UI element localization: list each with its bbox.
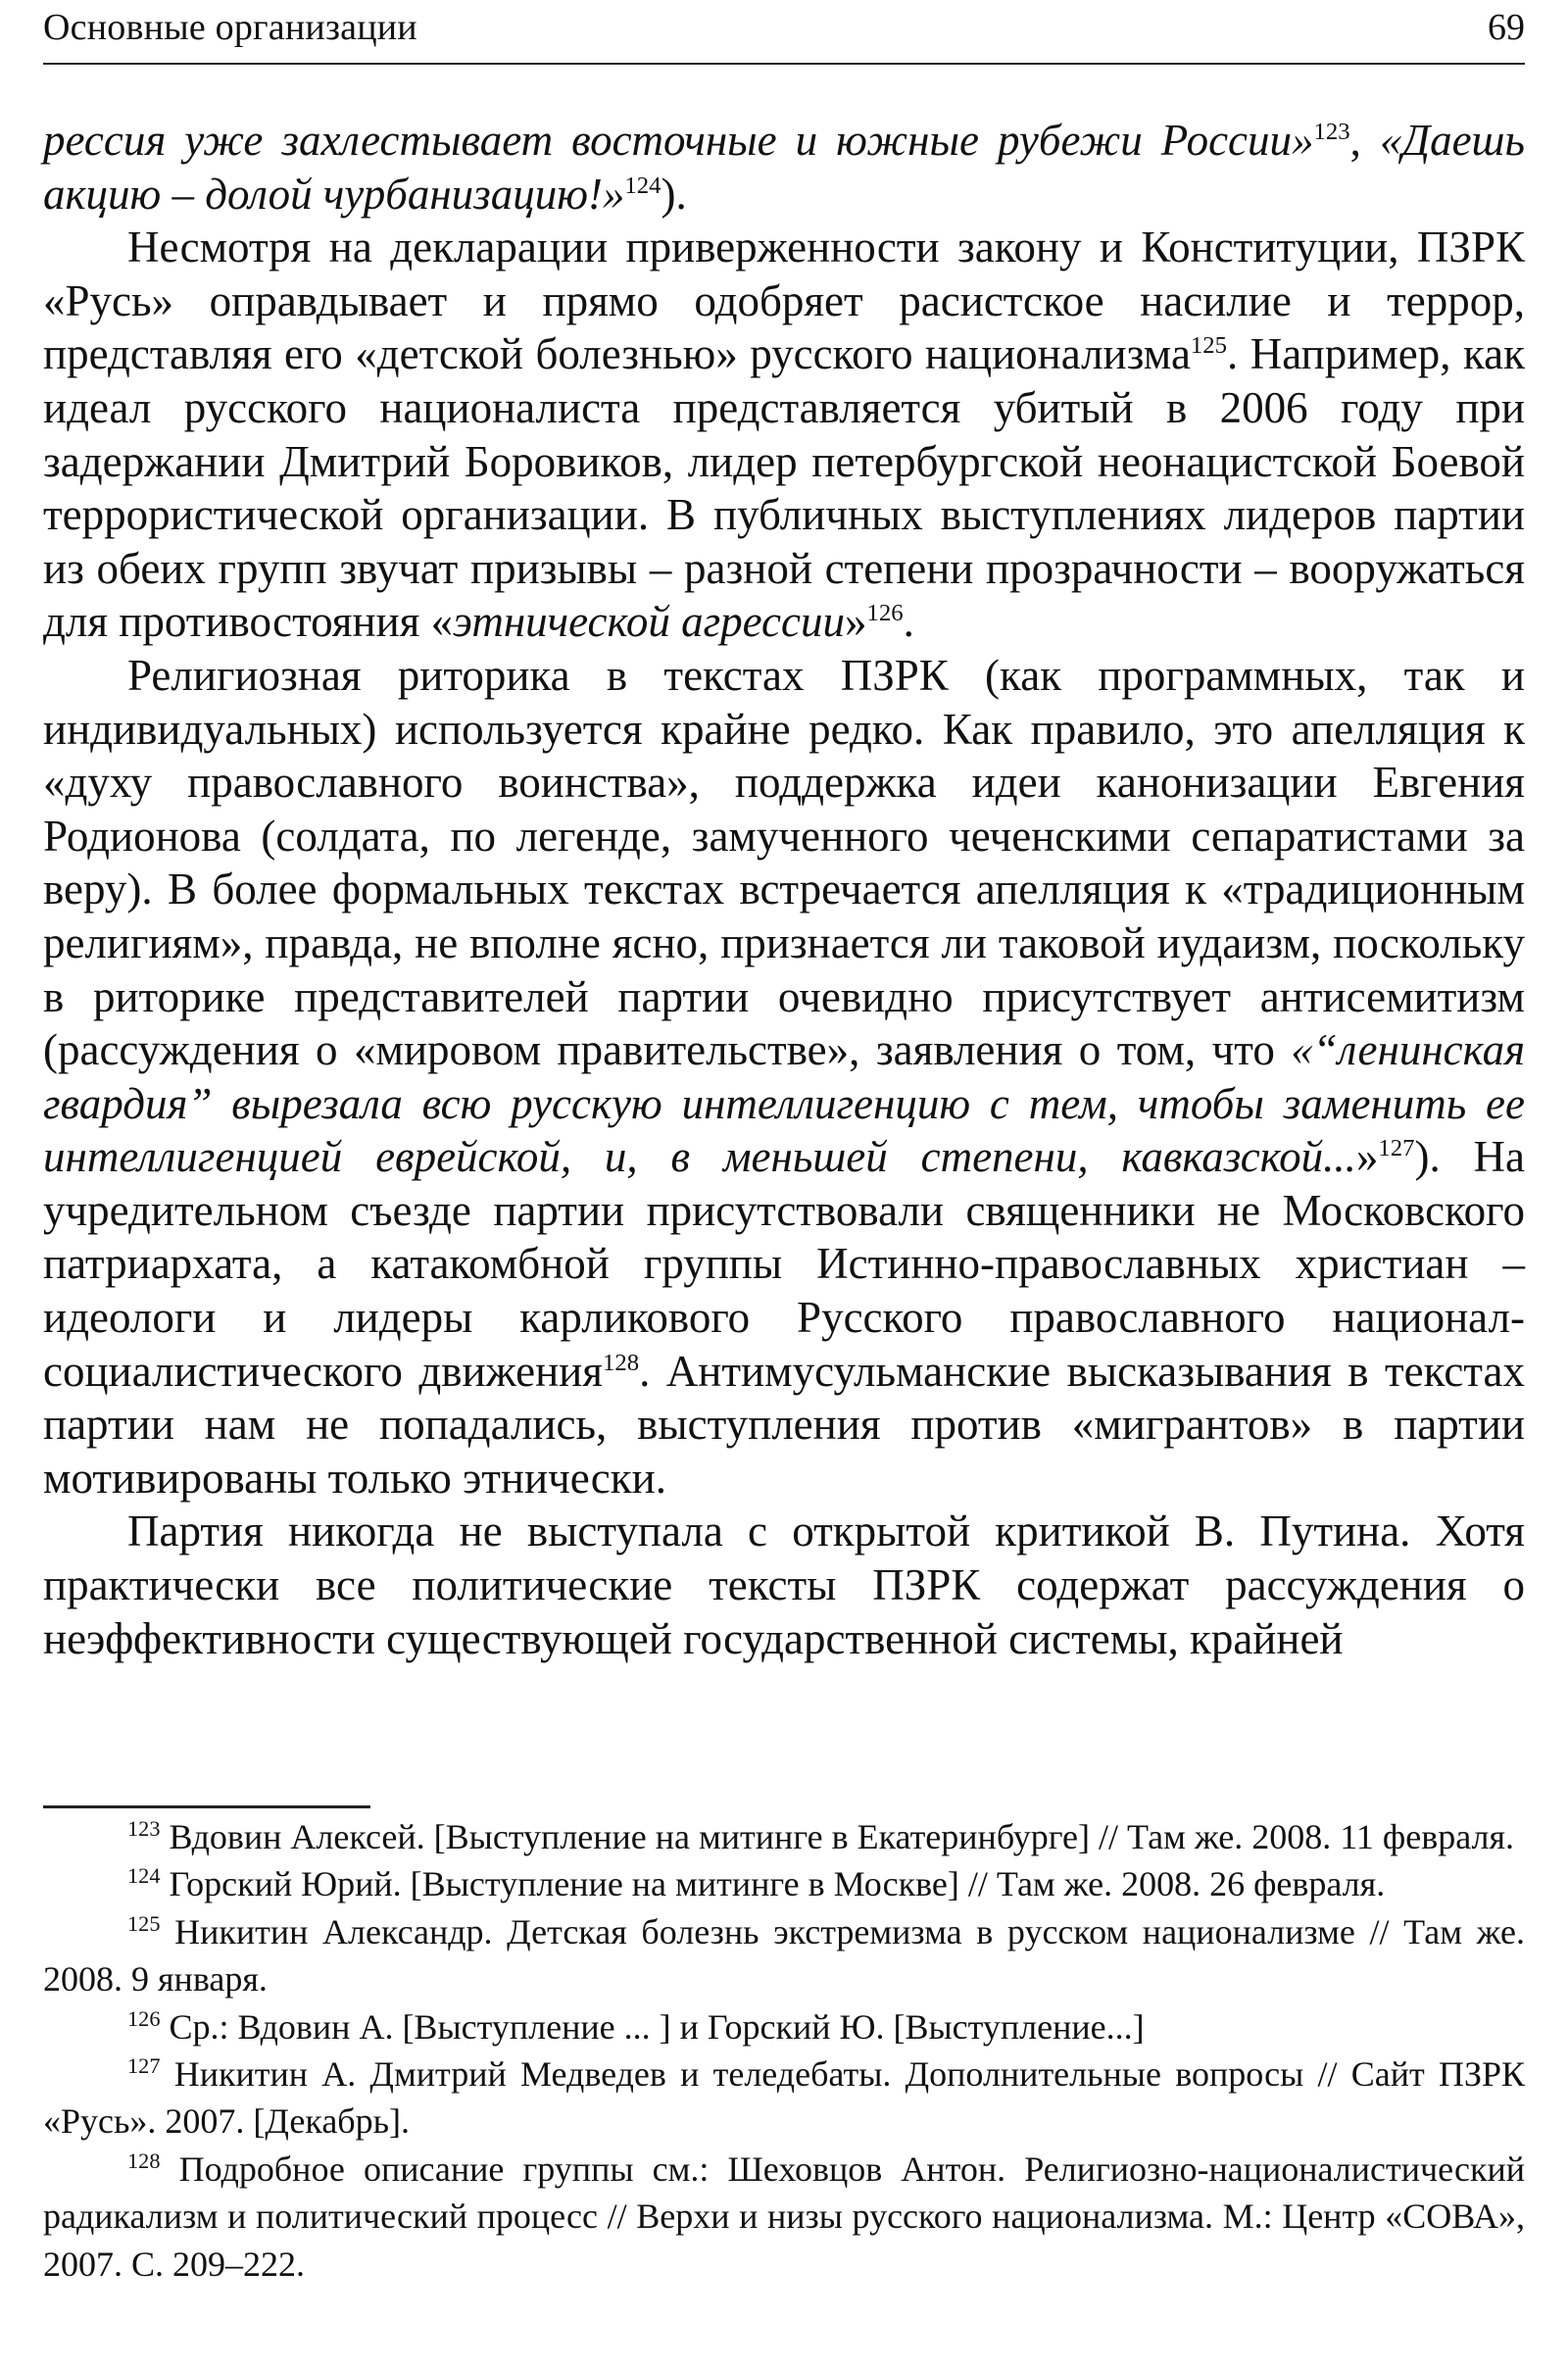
- text-run: Партия никогда не выступала с открытой критикой В. Путина. Хотя практически все политические тексты ПЗРК содержат рассуждения о неэффективности существующей государственной системы, крайней: [43, 1506, 1525, 1663]
- page-number: 69: [1488, 7, 1525, 48]
- footnote-ref: 124: [624, 172, 662, 199]
- footnote-ref: 128: [602, 1349, 640, 1376]
- text-run: ). На учредительном съезде партии присутствовали священники не Московского патриархата, а катакомбной группы Истинно-православных христиан – идеологи и лидеры карликового Русского православного национал-социалистического движения: [43, 1132, 1525, 1396]
- book-page: [43, 0, 1526, 2284]
- text-run: ,: [1349, 116, 1380, 165]
- paragraph: [43, 649, 1525, 1506]
- running-header: [43, 0, 1525, 65]
- footnote-text: Никитин А. Дмитрий Медведев и теледебаты. Дополнительные вопросы // Сайт ПЗРК «Русь». 2007. [Декабрь].: [43, 2054, 1526, 2142]
- footnote-ref: 127: [1378, 1135, 1415, 1162]
- paragraph: [43, 221, 1525, 649]
- italic-quote: «Даешь акцию – долой чурбанизацию!»: [43, 116, 1525, 219]
- footnote-text: Никитин Александр. Детская болезнь экстремизма в русском национализме // Там же. 2008. 9 января.: [43, 1911, 1525, 2000]
- text-run: ).: [661, 169, 687, 219]
- italic-quote: рессия уже захлестывает восточные и южные рубежи России»: [43, 116, 1314, 165]
- text-run: Несмотря на декларации приверженности закону и Конституции, ПЗРК «Русь» оправдывает и прямо одобряет расистское насилие и террор, представляя его «детской болезнью» русского национализма: [43, 222, 1525, 379]
- text-run: Религиозная риторика в текстах ПЗРК (как программных, так и индивидуальных) используется крайне редко. Как правило, это апелляция к «духу православного воинства», поддержка идеи канонизации Евгения Родионова (солдата, по легенде, замученного чеченскими сепаратистами за веру). В более формальных текстах встречается апелляция к «традиционным религиям», правда, не вполне ясно, признается ли таковой иудаизм, поскольку в риторике представителей партии очевидно присутствует антисемитизм (рассуждения о «мировом правительстве», заявления о том, что: [43, 650, 1525, 1075]
- footnote: [43, 1813, 1525, 1860]
- footnote-number: 128: [127, 2148, 161, 2173]
- paragraph: [43, 1505, 1525, 1665]
- text-run: »: [1355, 1132, 1379, 1182]
- running-title: Основные организации: [43, 7, 417, 48]
- footnote-number: 127: [127, 2053, 161, 2079]
- footnote-ref: 123: [1313, 119, 1350, 145]
- text-run: . Например, как идеал русского националиста представляется убитый в 2006 году при задержании Дмитрий Боровиков, лидер петербургской неонацистской Боевой террористической организации. В публичных выступлениях лидеров партии из обеих групп звучат призывы – разной степени прозрачности – вооружаться для противостояния «: [43, 329, 1525, 647]
- text-run: .: [903, 597, 914, 647]
- footnote: [43, 1908, 1525, 2003]
- footnote-text: Подробное описание группы см.: Шеховцов Антон. Религиозно-националистический радикализм и политический процесс // Верхи и низы русского национализма. М.: Центр «СОВА», 2007. С. 209–222.: [43, 2148, 1525, 2284]
- footnote-text: Ср.: Вдовин А. [Выступление ... ] и Горский Ю. [Выступление...]: [169, 2006, 1145, 2047]
- footnote: [43, 1860, 1525, 1907]
- footnote: [43, 2003, 1525, 2050]
- footnote-text: Вдовин Алексей. [Выступление на митинге в Екатеринбурге] // Там же. 2008. 11 февраля.: [169, 1817, 1515, 1856]
- footnote-ref: 126: [866, 600, 904, 627]
- footnote: [43, 2146, 1525, 2288]
- footnote: [43, 2050, 1525, 2146]
- main-text: [43, 114, 1525, 1665]
- footnotes: [43, 1813, 1525, 2288]
- footnote-number: 124: [127, 1863, 161, 1889]
- footnote-separator: [43, 1805, 370, 1808]
- footnote-number: 125: [127, 1910, 161, 1936]
- footnote-number: 123: [127, 1816, 161, 1841]
- footnote-ref: 125: [1190, 332, 1228, 360]
- paragraph: [43, 114, 1525, 221]
- footnote-text: Горский Юрий. [Выступление на митинге в Москве] // Там же. 2008. 26 февраля.: [169, 1864, 1386, 1904]
- text-run: . Антимусульманские высказывания в текстах партии нам не попадались, выступления против «мигрантов» в партии мотивированы только этнически.: [43, 1346, 1525, 1503]
- footnote-number: 126: [127, 2005, 161, 2031]
- italic-quote: «“ленинская гвардия” вырезала всю русскую интеллигенцию с тем, чтобы заменить ее интеллигенцией еврейской, и, в меньшей степени, кавказской...: [43, 1025, 1525, 1182]
- italic-quote: этнической агрессии: [453, 597, 845, 647]
- text-run: »: [844, 597, 867, 647]
